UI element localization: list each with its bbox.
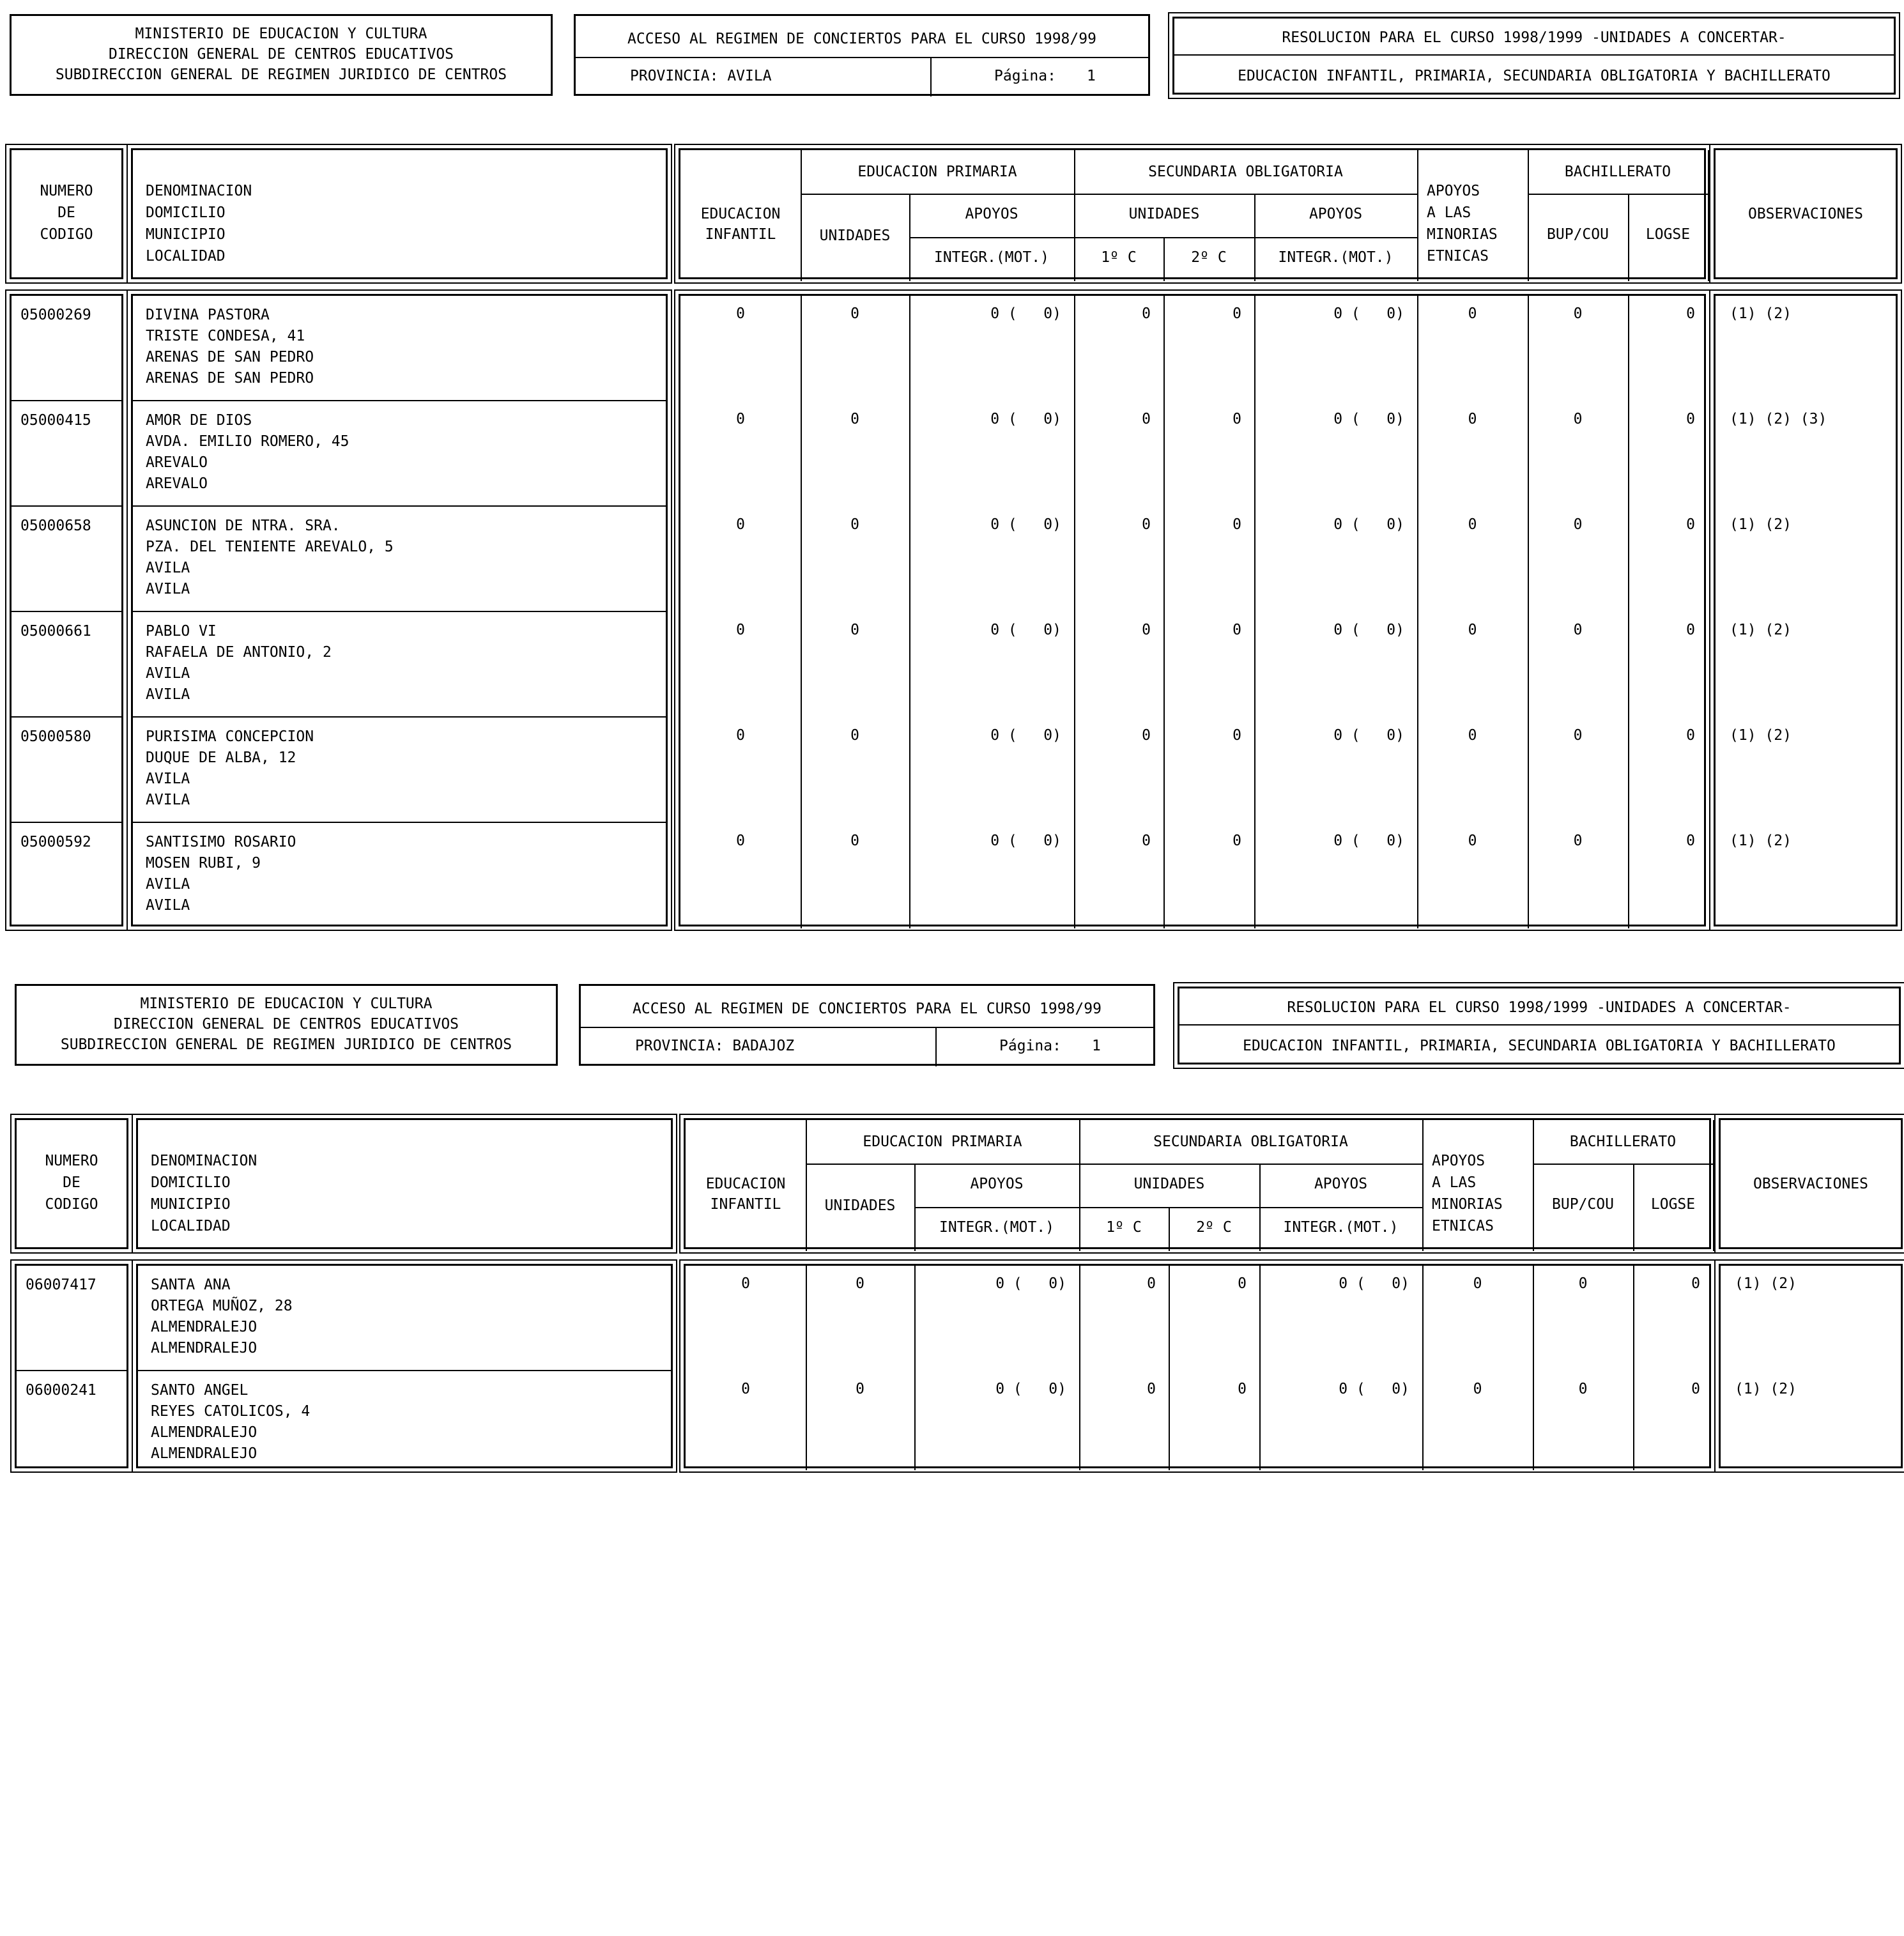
value-pri-a: 0 ( 0): [990, 411, 1061, 427]
value-min: 0: [1468, 305, 1477, 322]
value-sec-a: 0 ( 0): [1333, 516, 1404, 533]
col-observaciones: OBSERVACIONES: [1747, 206, 1863, 222]
value-pri-a: 0 ( 0): [990, 622, 1061, 638]
codigo: 05000415: [20, 412, 91, 429]
value-s1: 0: [1142, 305, 1151, 322]
col-minorias: APOYOS: [1432, 1153, 1486, 1169]
divider: [1708, 150, 1709, 281]
codigo: 05000269: [20, 307, 91, 323]
codigo: 06007417: [26, 1277, 96, 1293]
value-logse: 0: [1686, 305, 1695, 322]
centro-line: SANTO ANGEL: [151, 1382, 249, 1399]
col-denominacion: DENOMINACION: [146, 183, 252, 199]
body-codigo: [10, 294, 123, 926]
body-denominacion: [136, 1264, 673, 1468]
col-denominacion: DOMICILIO: [151, 1174, 231, 1191]
codigo: 05000658: [20, 518, 91, 534]
value-pri-a: 0 ( 0): [995, 1275, 1066, 1292]
row-divider: [12, 400, 121, 401]
header-numero: [10, 148, 123, 279]
divider: [1422, 1120, 1424, 1251]
value-s2: 0: [1238, 1381, 1247, 1397]
value-logse: 0: [1686, 833, 1695, 849]
resolution-title: RESOLUCION PARA EL CURSO 1998/1999 -UNIDADES A CONCERTAR-: [1282, 29, 1786, 46]
body-values: [679, 294, 1706, 926]
header-observaciones: [1714, 148, 1898, 279]
header-main: [684, 1118, 1711, 1249]
col-infantil: EDUCACION: [700, 206, 781, 222]
col-minorias: ETNICAS: [1427, 248, 1489, 265]
value-s2: 0: [1232, 727, 1241, 744]
value-s2: 0: [1232, 411, 1241, 427]
row-divider: [12, 611, 121, 612]
page-label: Página:: [999, 1038, 1061, 1054]
centro-line: ALMENDRALEJO: [151, 1445, 257, 1462]
centro-line: PABLO VI: [146, 623, 217, 640]
col-sec-integr: INTEGR.(MOT.): [1283, 1219, 1399, 1236]
col-numero: NUMERO: [45, 1153, 98, 1169]
col-minorias: MINORIAS: [1432, 1196, 1503, 1213]
observaciones-value: (1) (2): [1730, 516, 1792, 533]
page-label: Página:: [994, 68, 1056, 84]
body-observaciones: [1714, 294, 1898, 926]
value-s2: 0: [1232, 622, 1241, 638]
value-inf: 0: [736, 516, 745, 533]
col-minorias: MINORIAS: [1427, 226, 1498, 243]
centro-line: TRISTE CONDESA, 41: [146, 328, 305, 344]
body-observaciones: [1719, 1264, 1903, 1468]
divider: [1079, 1266, 1080, 1470]
divider: [1533, 1266, 1534, 1470]
value-inf: 0: [736, 305, 745, 322]
divider: [1074, 237, 1417, 238]
col-denominacion: MUNICIPIO: [151, 1196, 231, 1213]
observaciones-value: (1) (2) (3): [1730, 411, 1827, 427]
col-numero: CODIGO: [40, 226, 93, 243]
header-observaciones: [1719, 1118, 1903, 1249]
value-s1: 0: [1147, 1275, 1156, 1292]
row-divider: [133, 505, 666, 507]
divider: [909, 237, 1074, 238]
value-s1: 0: [1142, 622, 1151, 638]
col-denominacion: LOCALIDAD: [151, 1218, 231, 1234]
col-pri-integr: INTEGR.(MOT.): [933, 249, 1049, 266]
divider: [801, 194, 1417, 195]
value-inf: 0: [736, 622, 745, 638]
value-logse: 0: [1686, 622, 1695, 638]
value-pri-a: 0 ( 0): [990, 727, 1061, 744]
centro-line: AVILA: [146, 876, 190, 893]
observaciones-value: (1) (2): [1735, 1381, 1797, 1397]
value-logse: 0: [1691, 1275, 1700, 1292]
value-pri-u: 0: [856, 1275, 864, 1292]
col-pri-apoyos: APOYOS: [965, 206, 1018, 222]
col-infantil: EDUCACION: [705, 1176, 786, 1192]
divider: [914, 1207, 1079, 1208]
col-sec-unidades: UNIDADES: [1128, 206, 1200, 222]
ministry-line: SUBDIRECCION GENERAL DE REGIMEN JURIDICO DE CENTROS: [55, 66, 507, 83]
value-pri-a: 0 ( 0): [990, 305, 1061, 322]
value-pri-u: 0: [850, 727, 859, 744]
resolution-box: [1172, 17, 1896, 95]
col-numero: DE: [63, 1174, 81, 1191]
divider: [806, 1164, 1422, 1165]
col-pri-unidades: UNIDADES: [824, 1197, 896, 1214]
value-pri-u: 0: [850, 833, 859, 849]
value-bup: 0: [1573, 305, 1583, 322]
row-divider: [12, 505, 121, 507]
value-inf: 0: [736, 727, 745, 744]
value-inf: 0: [741, 1275, 750, 1292]
value-min: 0: [1468, 411, 1477, 427]
col-pri-integr: INTEGR.(MOT.): [939, 1219, 1054, 1236]
value-pri-u: 0: [850, 305, 859, 322]
centro-line: DUQUE DE ALBA, 12: [146, 749, 296, 766]
levels-title: EDUCACION INFANTIL, PRIMARIA, SECUNDARIA OBLIGATORIA Y BACHILLERATO: [1243, 1038, 1836, 1054]
centro-line: ORTEGA MUÑOZ, 28: [151, 1298, 293, 1314]
ministry-box: [15, 984, 558, 1066]
row-divider: [133, 822, 666, 823]
row-divider: [12, 716, 121, 718]
col-secundaria: SECUNDARIA OBLIGATORIA: [1153, 1133, 1348, 1150]
value-logse: 0: [1686, 727, 1695, 744]
centro-line: AVILA: [146, 792, 190, 808]
codigo: 05000661: [20, 623, 91, 640]
col-minorias: APOYOS: [1427, 183, 1480, 199]
col-sec-2c: 2º C: [1196, 1219, 1232, 1236]
value-sec-a: 0 ( 0): [1333, 622, 1404, 638]
value-inf: 0: [741, 1381, 750, 1397]
value-sec-a: 0 ( 0): [1333, 727, 1404, 744]
value-pri-a: 0 ( 0): [990, 833, 1061, 849]
col-minorias: ETNICAS: [1432, 1218, 1494, 1234]
provincia-label: PROVINCIA: AVILA: [630, 68, 772, 84]
centro-line: AREVALO: [146, 454, 208, 471]
divider: [1422, 1266, 1424, 1470]
col-bup: BUP/COU: [1547, 226, 1609, 243]
divider: [1174, 54, 1894, 56]
value-min: 0: [1468, 727, 1477, 744]
value-pri-u: 0: [856, 1381, 864, 1397]
col-infantil: INFANTIL: [710, 1196, 781, 1213]
divider: [806, 1266, 807, 1470]
value-sec-a: 0 ( 0): [1333, 305, 1404, 322]
section-badajoz: [0, 978, 1904, 1936]
resolution-title: RESOLUCION PARA EL CURSO 1998/1999 -UNIDADES A CONCERTAR-: [1287, 999, 1792, 1016]
header-denominacion: [136, 1118, 673, 1249]
ministry-line: DIRECCION GENERAL DE CENTROS EDUCATIVOS: [113, 1016, 459, 1033]
value-s1: 0: [1142, 833, 1151, 849]
centro-line: SANTA ANA: [151, 1277, 231, 1293]
ministry-line: MINISTERIO DE EDUCACION Y CULTURA: [135, 26, 427, 42]
col-pri-apoyos: APOYOS: [970, 1176, 1024, 1192]
value-s2: 0: [1238, 1275, 1247, 1292]
col-denominacion: MUNICIPIO: [146, 226, 226, 243]
value-s2: 0: [1232, 516, 1241, 533]
col-bachillerato: BACHILLERATO: [1569, 1133, 1677, 1150]
divider: [930, 57, 932, 96]
col-secundaria: SECUNDARIA OBLIGATORIA: [1148, 164, 1343, 180]
value-bup: 0: [1578, 1275, 1588, 1292]
row-divider: [133, 400, 666, 401]
value-min: 0: [1473, 1381, 1482, 1397]
value-pri-a: 0 ( 0): [990, 516, 1061, 533]
col-minorias: A LAS: [1427, 204, 1471, 221]
value-bup: 0: [1573, 833, 1583, 849]
header-numero: [15, 1118, 128, 1249]
col-numero: CODIGO: [45, 1196, 98, 1213]
col-sec-integr: INTEGR.(MOT.): [1278, 249, 1393, 266]
centro-line: AMOR DE DIOS: [146, 412, 252, 429]
ministry-line: SUBDIRECCION GENERAL DE REGIMEN JURIDICO DE CENTROS: [60, 1036, 512, 1053]
provincia-label: PROVINCIA: BADAJOZ: [635, 1038, 795, 1054]
access-title: ACCESO AL REGIMEN DE CONCIERTOS PARA EL CURSO 1998/99: [633, 1001, 1102, 1017]
value-inf: 0: [736, 833, 745, 849]
value-inf: 0: [736, 411, 745, 427]
value-logse: 0: [1686, 411, 1695, 427]
divider: [1417, 150, 1418, 281]
value-min: 0: [1468, 622, 1477, 638]
value-bup: 0: [1573, 727, 1583, 744]
header-denominacion: [131, 148, 668, 279]
centro-line: SANTISIMO ROSARIO: [146, 834, 296, 850]
col-denominacion: LOCALIDAD: [146, 248, 226, 265]
body-codigo: [15, 1264, 128, 1468]
centro-line: AVILA: [146, 560, 190, 576]
col-denominacion: DENOMINACION: [151, 1153, 257, 1169]
levels-title: EDUCACION INFANTIL, PRIMARIA, SECUNDARIA OBLIGATORIA Y BACHILLERATO: [1238, 68, 1831, 84]
centro-line: PURISIMA CONCEPCION: [146, 728, 314, 745]
divider: [1179, 1024, 1899, 1026]
centro-line: PZA. DEL TENIENTE AREVALO, 5: [146, 539, 394, 555]
value-pri-u: 0: [850, 411, 859, 427]
page-number: 1: [1087, 68, 1096, 84]
centro-line: AVDA. EMILIO ROMERO, 45: [146, 433, 349, 450]
value-min: 0: [1468, 516, 1477, 533]
ministry-box: [10, 14, 553, 96]
divider: [1533, 1164, 1713, 1165]
header-main: [679, 148, 1706, 279]
access-box: [574, 14, 1150, 96]
value-sec-a: 0 ( 0): [1339, 1275, 1409, 1292]
value-min: 0: [1468, 833, 1477, 849]
access-title: ACCESO AL REGIMEN DE CONCIERTOS PARA EL CURSO 1998/99: [627, 31, 1096, 47]
value-sec-a: 0 ( 0): [1333, 833, 1404, 849]
col-primaria: EDUCACION PRIMARIA: [857, 164, 1017, 180]
centro-line: AVILA: [146, 665, 190, 682]
value-logse: 0: [1691, 1381, 1700, 1397]
observaciones-value: (1) (2): [1730, 305, 1792, 322]
row-divider: [133, 716, 666, 718]
observaciones-value: (1) (2): [1730, 833, 1792, 849]
divider: [1079, 1207, 1422, 1208]
centro-line: AREVALO: [146, 475, 208, 492]
divider: [914, 1266, 916, 1470]
centro-line: ALMENDRALEJO: [151, 1340, 257, 1356]
observaciones-value: (1) (2): [1730, 727, 1792, 744]
value-s1: 0: [1142, 516, 1151, 533]
col-sec-apoyos: APOYOS: [1314, 1176, 1368, 1192]
divider: [935, 1027, 937, 1066]
value-bup: 0: [1573, 622, 1583, 638]
centro-line: RAFAELA DE ANTONIO, 2: [146, 644, 332, 661]
centro-line: AVILA: [146, 581, 190, 597]
col-numero: NUMERO: [40, 183, 93, 199]
value-s1: 0: [1142, 727, 1151, 744]
col-sec-unidades: UNIDADES: [1133, 1176, 1205, 1192]
access-box: [579, 984, 1155, 1066]
row-divider: [12, 822, 121, 823]
col-bachillerato: BACHILLERATO: [1564, 164, 1671, 180]
value-bup: 0: [1578, 1381, 1588, 1397]
row-divider: [133, 611, 666, 612]
col-pri-unidades: UNIDADES: [819, 227, 891, 244]
value-pri-u: 0: [850, 516, 859, 533]
centro-line: AVILA: [146, 897, 190, 914]
col-minorias: A LAS: [1432, 1174, 1477, 1191]
value-pri-u: 0: [850, 622, 859, 638]
row-divider: [138, 1370, 671, 1371]
col-numero: DE: [58, 204, 75, 221]
centro-line: AVILA: [146, 686, 190, 703]
centro-line: AVILA: [146, 771, 190, 787]
centro-line: DIVINA PASTORA: [146, 307, 270, 323]
row-divider: [17, 1370, 127, 1371]
value-sec-a: 0 ( 0): [1339, 1381, 1409, 1397]
value-sec-a: 0 ( 0): [1333, 411, 1404, 427]
centro-line: REYES CATOLICOS, 4: [151, 1403, 311, 1420]
centro-line: ARENAS DE SAN PEDRO: [146, 349, 314, 365]
col-infantil: INFANTIL: [705, 226, 776, 243]
col-bup: BUP/COU: [1552, 1196, 1614, 1213]
value-min: 0: [1473, 1275, 1482, 1292]
divider: [1169, 1266, 1170, 1470]
centro-line: MOSEN RUBI, 9: [146, 855, 261, 872]
centro-line: ARENAS DE SAN PEDRO: [146, 370, 314, 387]
page-number: 1: [1092, 1038, 1101, 1054]
observaciones-value: (1) (2): [1735, 1275, 1797, 1292]
col-logse: LOGSE: [1650, 1196, 1696, 1213]
centro-line: ASUNCION DE NTRA. SRA.: [146, 518, 341, 534]
divider: [581, 1027, 1153, 1028]
value-s1: 0: [1142, 411, 1151, 427]
codigo: 05000580: [20, 728, 91, 745]
codigo: 06000241: [26, 1382, 96, 1399]
col-logse: LOGSE: [1645, 226, 1691, 243]
body-values: [684, 1264, 1711, 1468]
codigo: 05000592: [20, 834, 91, 850]
centro-line: ALMENDRALEJO: [151, 1319, 257, 1335]
col-sec-apoyos: APOYOS: [1309, 206, 1363, 222]
body-denominacion: [131, 294, 668, 926]
value-pri-a: 0 ( 0): [995, 1381, 1066, 1397]
col-sec-2c: 2º C: [1191, 249, 1227, 266]
divider: [1713, 1120, 1714, 1251]
value-bup: 0: [1573, 516, 1583, 533]
col-sec-1c: 1º C: [1101, 249, 1137, 266]
value-s2: 0: [1232, 305, 1241, 322]
section-avila: [0, 8, 1904, 966]
resolution-box: [1178, 987, 1901, 1064]
ministry-line: DIRECCION GENERAL DE CENTROS EDUCATIVOS: [108, 46, 454, 63]
value-bup: 0: [1573, 411, 1583, 427]
col-observaciones: OBSERVACIONES: [1753, 1176, 1868, 1192]
value-s2: 0: [1232, 833, 1241, 849]
ministry-line: MINISTERIO DE EDUCACION Y CULTURA: [140, 995, 433, 1012]
divider: [1633, 1266, 1634, 1470]
divider: [576, 57, 1148, 58]
col-denominacion: DOMICILIO: [146, 204, 226, 221]
col-sec-1c: 1º C: [1106, 1219, 1142, 1236]
centro-line: ALMENDRALEJO: [151, 1424, 257, 1441]
divider: [1259, 1266, 1261, 1470]
observaciones-value: (1) (2): [1730, 622, 1792, 638]
value-s1: 0: [1147, 1381, 1156, 1397]
divider: [1528, 194, 1708, 195]
value-logse: 0: [1686, 516, 1695, 533]
col-primaria: EDUCACION PRIMARIA: [863, 1133, 1022, 1150]
